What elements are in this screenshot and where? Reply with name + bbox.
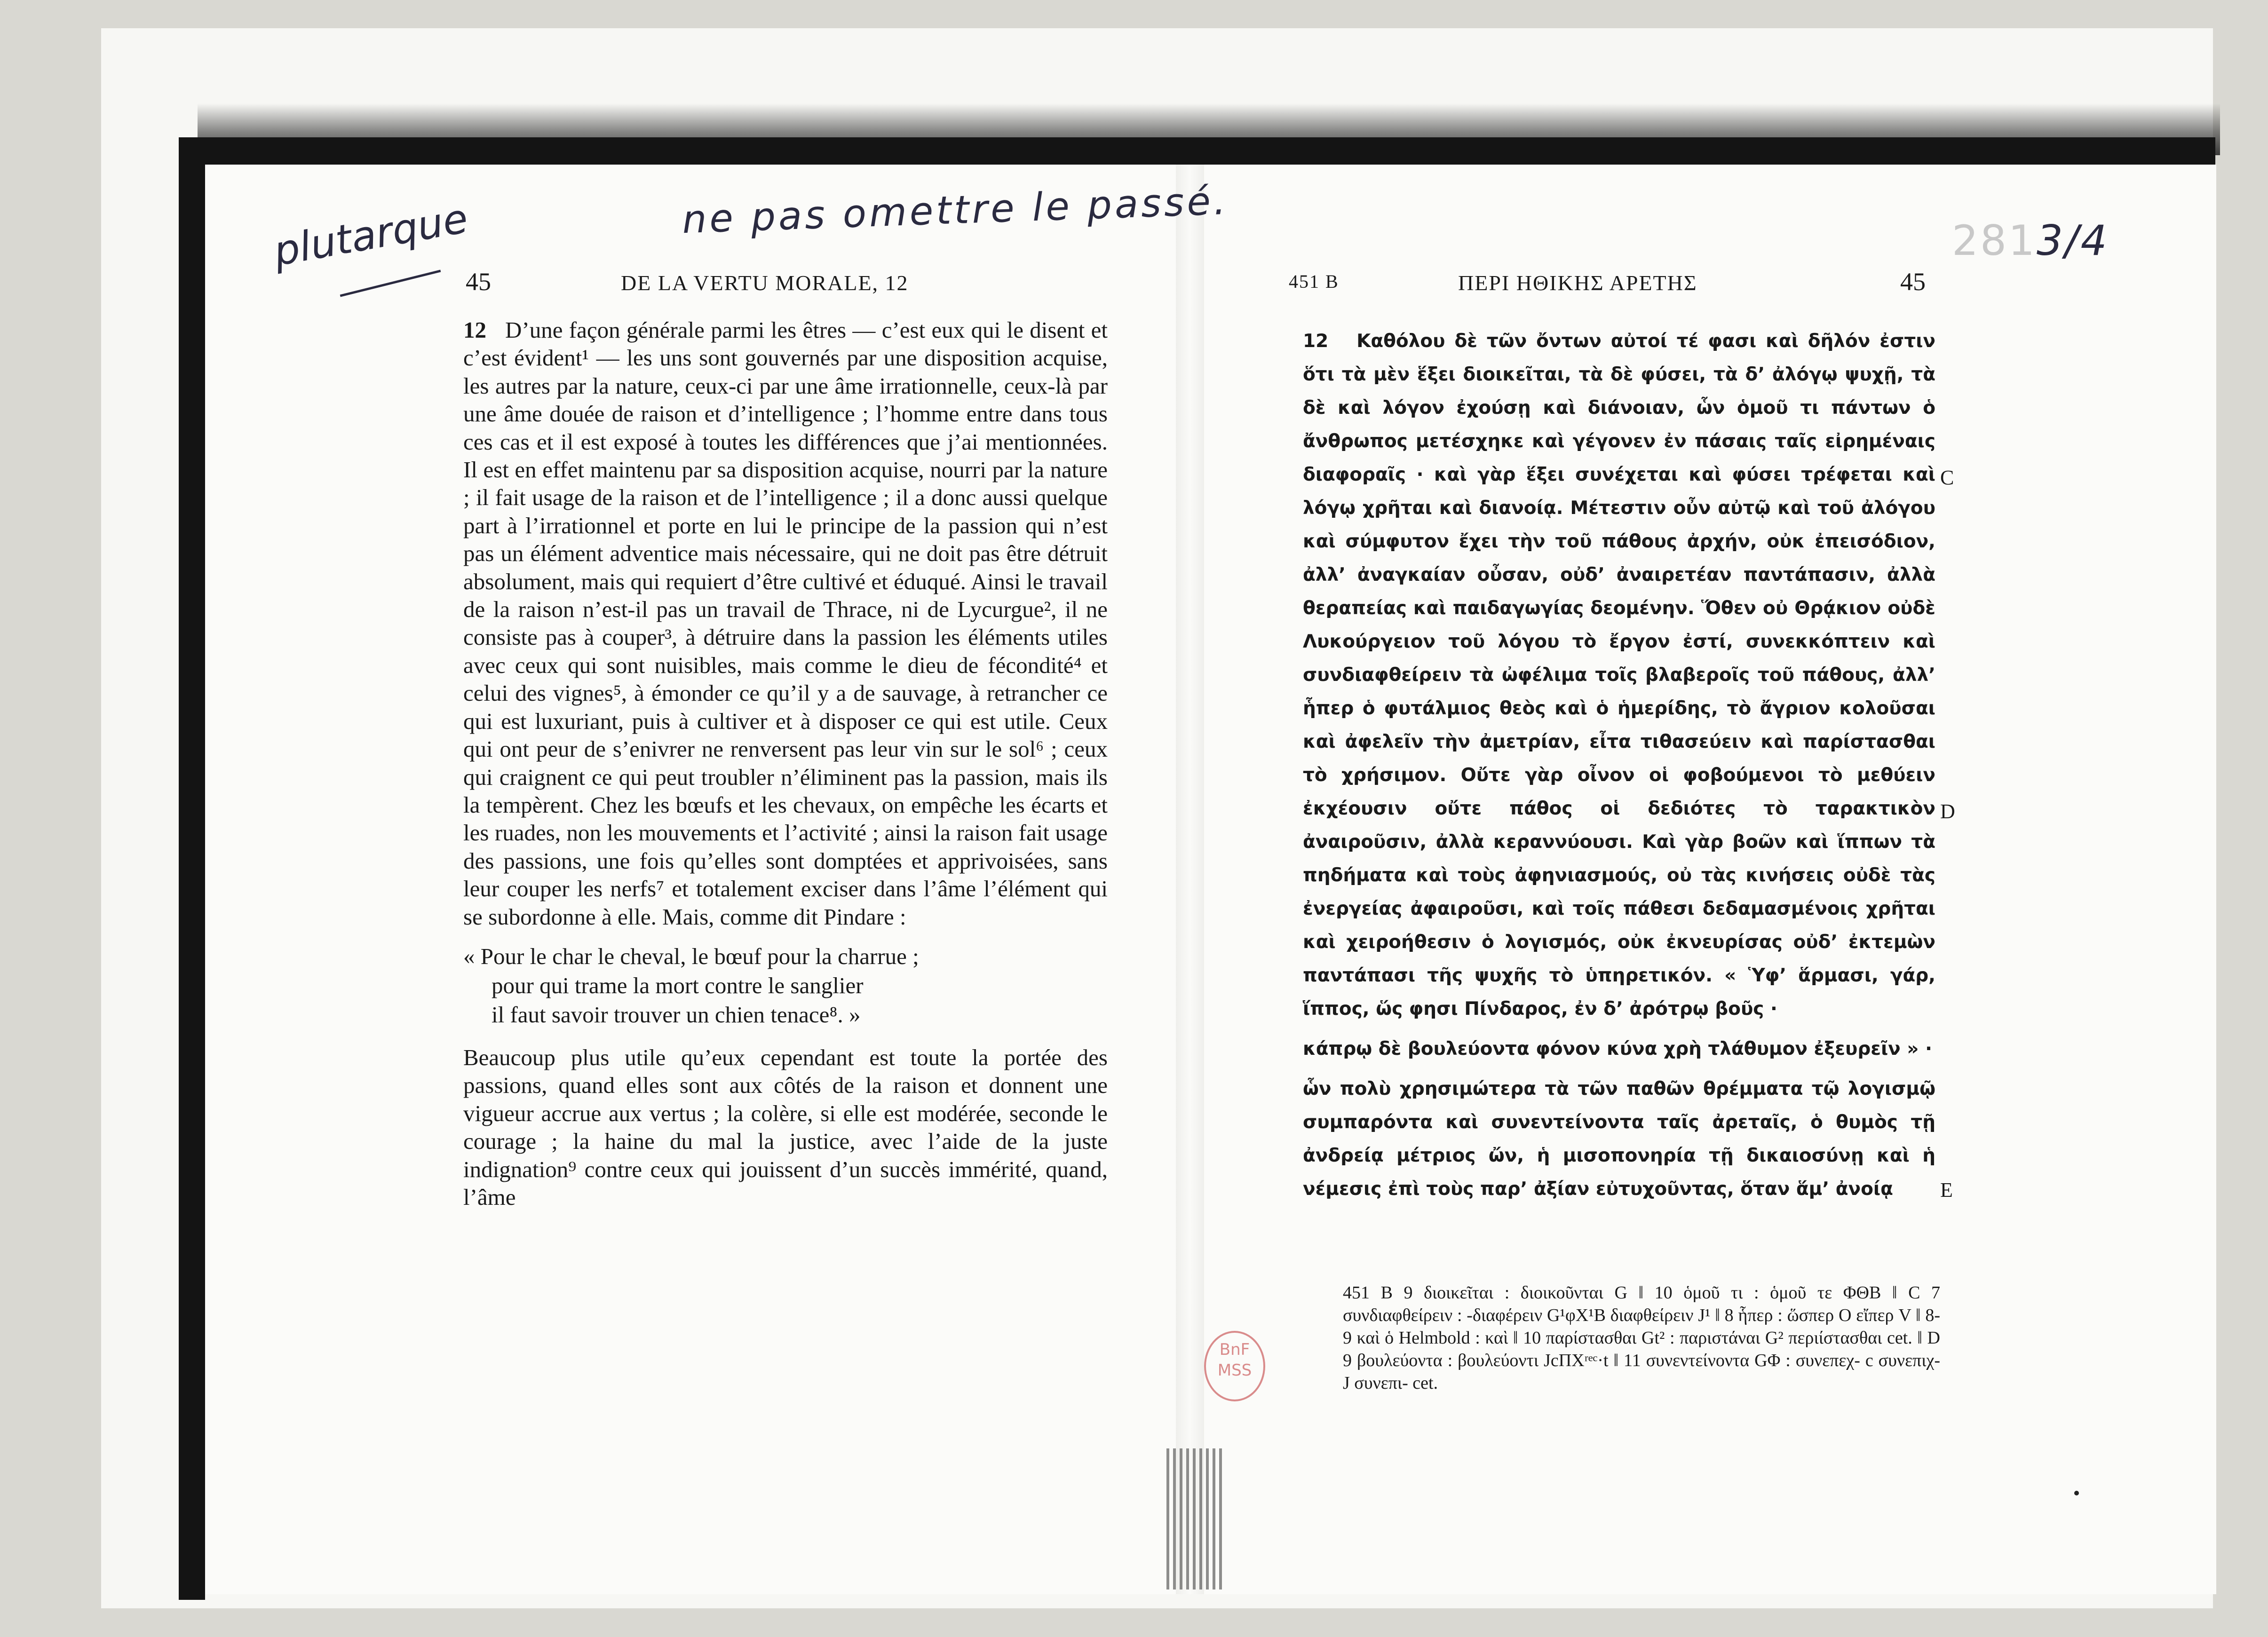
handwritten-left-note: plutarque <box>270 195 472 276</box>
critical-apparatus: 451 B 9 διοικεῖται : διοικοῦνται G ‖ 10 ὁμοῦ τι : ὁμοῦ τε ΦΘΒ ‖ C 7 συνδιαφθείρειν : -διαφέρειν G¹φX¹B διαφθείρειν J¹ ‖ 8 ἧπερ : ὥσπερ O εἴπερ V ‖ 8-9 καὶ ὁ Helmbold : καὶ ‖ 10 παρίστασθαι Gt² : παριστάναι G² περιίστασθαι cet. ‖ D 9 βουλεύοντα : βουλεύοντι JcΠXʳᵉᶜ·t ‖ 11 συνεντείνοντα GΦ : συνεπεχ- c συνεπιχ- J συνεπι- cet. <box>1343 1283 1940 1393</box>
folio-ink: 3/4 <box>2036 216 2109 265</box>
right-paragraph-number: 12 <box>1303 331 1329 352</box>
gutter-shadow <box>1166 1448 1223 1590</box>
bnf-library-stamp <box>1204 1331 1265 1401</box>
verse-line-1: « Pour le char le cheval, le bœuf pour la charrue ; <box>463 943 919 969</box>
left-running-head: DE LA VERTU MORALE, 12 <box>621 271 909 295</box>
margin-letter-d: D <box>1940 800 1955 823</box>
margin-letter-e: E <box>1940 1178 1953 1202</box>
frame-top-edge <box>179 137 2215 165</box>
left-paragraph-1-text: D’une façon générale parmi les êtres — c’est eux qui le disent et c’est évident¹ — les uns sont gouvernés par une disposition acquise, les autres par la nature, ceux-ci par une âme irrationnelle, ceux-là par une âme douée de raison et d’intelligence ; l’homme entre dans tous ces cas et il est exposé à toutes les différences que j’ai mentionnées. Il est en effet maintenu par sa disposition acquise, nourri par la nature ; il fait usage de la raison et de l’intelligence ; il a donc aussi quelque part à l’irrationnel et porte en lui le principe de la passion qui n’est pas un élément adventice mais nécessaire, qui ne doit pas être détruit absolument, mais qui requiert d’être cultivé et éduqué. Ainsi le travail de la raison n’est-il pas un travail de Thrace, ni de Lycurgue², il ne consiste pas à couper³, à détruire dans la passion les éléments utiles avec ceux qui sont nuisibles, mais comme le dieu de fécondité⁴ et celui des vignes⁵, à émonder ce qu’il y a de sauvage, à retrancher ce qui est luxuriant, puis à cultiver et à disposer ce qui est utile. Ceux qui ont peur de s’enivrer ne renversent pas leur vin sur le sol⁶ ; ceux qui craignent ce qui peut troubler n’éliminent pas la passion, mais ils la tempèrent. Chez les bœufs et les chevaux, on empêche les écarts et les ruades, non les mouvements et l’activité ; ainsi la raison fait usage des passions, une fois qu’elles sont domptées et apprivoisées, sans leur couper les nerfs⁷ et totalement exciser dans l’âme l’élément qui se subordonne à elle. Mais, comme dit Pindare : <box>463 317 1108 930</box>
right-page-text <box>1303 324 1935 1206</box>
left-page-number: 45 <box>466 268 491 296</box>
verse-line-2: pour qui trame la mort contre le sanglier <box>492 972 864 998</box>
stamp-line-1: BnF <box>1219 1340 1250 1359</box>
folio-number <box>1952 216 2109 265</box>
left-page-text <box>463 316 1108 1211</box>
right-running-head: ΠΕΡΙ ΗΘΙΚΗΣ ΑΡΕΤΗΣ <box>1458 271 1697 295</box>
left-paragraph-2: Beaucoup plus utile qu’eux cependant est toute la portée des passions, quand elles sont aux côtés de la raison et donnent une vigueur accrue aux vertus ; la colère, si elle est modérée, seconde le courage ; la haine du mal la justice, avec l’aide de la juste indignation⁹ contre ceux qui jouissent d’un succès immérité, quand, l’âme <box>463 1044 1108 1210</box>
pindar-citation: κάπρῳ δὲ βουλεύοντα φόνον κύνα χρὴ τλάθυμον ἐξευρεῖν » · <box>1303 1038 1932 1060</box>
book-gutter <box>1176 165 1204 1594</box>
margin-letter-c: C <box>1940 466 1954 489</box>
left-paragraph-1 <box>463 316 1108 931</box>
left-paragraph-number: 12 <box>463 317 486 343</box>
right-paragraph-1 <box>1303 324 1935 1026</box>
handwritten-top-note: ne pas omettre le passé. <box>681 178 1229 243</box>
frame-left-edge <box>179 137 205 1600</box>
folio-stamp: 281 <box>1952 216 2037 265</box>
verse-line-3: il faut savoir trouver un chien tenace⁸. » <box>492 1001 861 1028</box>
right-page-number: 45 <box>1900 268 1926 296</box>
ink-dot <box>2074 1491 2079 1495</box>
stamp-line-2: MSS <box>1217 1361 1252 1380</box>
pindar-verse <box>463 942 1108 1029</box>
right-section-ref: 451 B <box>1289 271 1339 292</box>
right-paragraph-1-text: Καθόλου δὲ τῶν ὄντων αὐτοί τέ φασι καὶ δῆλόν ἐστιν ὅτι τὰ μὲν ἕξει διοικεῖται, τὰ δὲ φύσει, τὰ δ’ ἀλόγῳ ψυχῇ, τὰ δὲ καὶ λόγον ἐχούσῃ καὶ διάνοιαν, ὧν ὁμοῦ τι πάντων ὁ ἄνθρωπος μετέσχηκε καὶ γέγονεν ἐν πάσαις ταῖς εἰρημέναις διαφοραῖς · καὶ γὰρ ἕξει συνέχεται καὶ φύσει τρέφεται καὶ λόγῳ χρῆται καὶ διανοίᾳ. Μέτεστιν οὖν αὐτῷ καὶ τοῦ ἀλόγου καὶ σύμφυτον ἔχει τὴν τοῦ πάθους ἀρχήν, οὐκ ἐπεισόδιον, ἀλλ’ ἀναγκαίαν οὖσαν, οὐδ’ ἀναιρετέαν παντάπασιν, ἀλλὰ θεραπείας καὶ παιδαγωγίας δεομένην. Ὅθεν οὐ Θρᾴκιον οὐδὲ Λυκούργειον τοῦ λόγου τὸ ἔργον ἐστί, συνεκκόπτειν καὶ συνδιαφθείρειν τὰ ὠφέλιμα τοῖς βλαβεροῖς τοῦ πάθους, ἀλλ’ ἧπερ ὁ φυτάλμιος θεὸς καὶ ὁ ἡμερίδης, τὸ ἄγριον κολοῦσαι καὶ ἀφελεῖν τὴν ἀμετρίαν, εἶτα τιθασεύειν καὶ παρίστασθαι τὸ χρήσιμον. Οὔτε γὰρ οἶνον οἱ φοβούμενοι τὸ μεθύειν ἐκχέουσιν οὔτε πάθος οἱ δεδιότες τὸ ταρακτικὸν ἀναιροῦσιν, ἀλλὰ κεραννύουσι. Καὶ γὰρ βοῶν καὶ ἵππων τὰ πηδήματα καὶ τοὺς ἀφηνιασμούς, οὐ τὰς κινήσεις οὐδὲ τὰς ἐνεργείας ἀφαιροῦσι, καὶ τοῖς πάθεσι δεδαμασμένοις χρῆται καὶ χειροήθεσιν ὁ λογισμός, οὐκ ἐκνευρίσας οὐδ’ ἐκτεμὼν παντάπασι τῆς ψυχῆς τὸ ὑπηρετικόν. « Ὑφ’ ἅρμασι, γάρ, ἵππος, ὥς φησι Πίνδαρος, ἐν δ’ ἀρότρῳ βοῦς · <box>1303 331 1935 1020</box>
right-paragraph-2: ὧν πολὺ χρησιμώτερα τὰ τῶν παθῶν θρέμματα τῷ λογισμῷ συμπαρόντα καὶ συνεντείνοντα ταῖς ἀρεταῖς, ὁ θυμὸς τῇ ἀνδρείᾳ μέτριος ὤν, ἡ μισοπονηρία τῇ δικαιοσύνῃ καὶ ἡ νέμεσις ἐπὶ τοὺς παρ’ ἀξίαν εὐτυχοῦντας, ὅταν ἅμ’ ἀνοίᾳ <box>1303 1078 1935 1200</box>
